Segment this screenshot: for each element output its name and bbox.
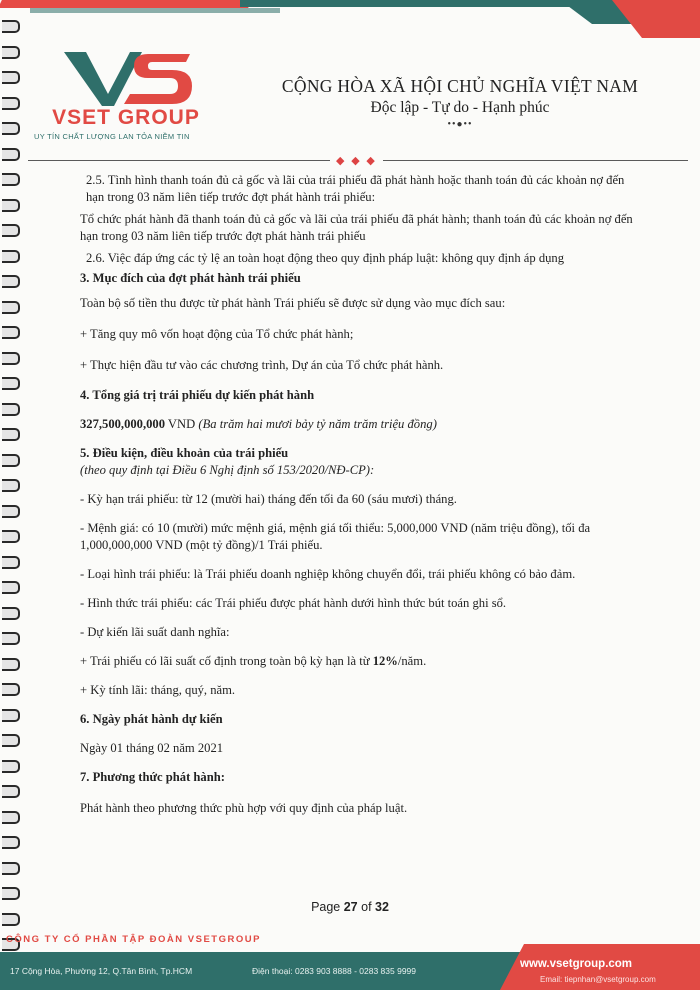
spiral-ring — [2, 760, 20, 773]
spiral-ring — [2, 709, 20, 722]
company-logo — [26, 48, 226, 148]
spiral-ring — [2, 913, 20, 926]
spiral-ring — [2, 479, 20, 492]
spiral-ring — [2, 683, 20, 696]
spiral-ring — [2, 632, 20, 645]
bond-total-amount: 327,500,000,000 — [80, 417, 166, 431]
section-5-title: 5. Điều kiện, điều khoản của trái phiếu — [80, 446, 289, 460]
bond-currency: VND — [165, 417, 199, 431]
spiral-ring — [2, 250, 20, 263]
section-2-6: 2.6. Việc đáp ứng các tỷ lệ an toàn hoạt động theo quy định pháp luật: không quy định áp dụng — [86, 251, 565, 265]
section-3-title: 3. Mục đích của đợt phát hành trái phiếu — [80, 271, 301, 285]
spiral-ring — [2, 20, 20, 33]
footer-email: Email: tiepnhan@vsetgroup.com — [540, 975, 656, 984]
spiral-ring — [2, 428, 20, 441]
bond-rate-post: /năm. — [397, 654, 427, 668]
header-band-teal-thin — [30, 8, 280, 13]
bond-rate-value: 12% — [372, 654, 398, 668]
page-total: 32 — [375, 900, 389, 914]
spiral-binding — [0, 20, 22, 980]
spiral-ring — [2, 148, 20, 161]
section-6-title: 6. Ngày phát hành dự kiến — [80, 712, 223, 726]
spiral-ring — [2, 836, 20, 849]
spiral-ring — [2, 352, 20, 365]
section-2-5-text: Tổ chức phát hành đã thanh toán đủ cả gốc và lãi của trái phiếu đã phát hành; thanh toán đủ các khoản nợ đến hạn trong 03 năm liên tiếp trước đợt phát hành trái phiếu — [80, 212, 633, 243]
issue-method: Phát hành theo phương thức phù hợp với quy định của pháp luật. — [80, 801, 408, 815]
section-7-title: 7. Phương thức phát hành: — [80, 770, 225, 784]
vs-logo-icon — [64, 48, 194, 110]
bond-par-value: - Mệnh giá: có 10 (mười) mức mệnh giá, mệnh giá tối thiểu: 5,000,000 VND (năm triệu đồng), tối đa 1,000,000,000 VND (một tỷ đồng)/1 Trái phiếu. — [80, 521, 591, 552]
spiral-ring — [2, 734, 20, 747]
section-5-note: (theo quy định tại Điều 6 Nghị định số 153/2020/NĐ-CP): — [80, 463, 375, 477]
bond-amount-words: (Ba trăm hai mươi bảy tỷ năm trăm triệu đồng) — [198, 417, 437, 431]
spiral-ring — [2, 862, 20, 875]
footer-website-link[interactable]: www.vsetgroup.com — [520, 958, 633, 970]
national-header — [250, 76, 670, 130]
spiral-ring — [2, 46, 20, 59]
page-number — [0, 900, 700, 914]
spiral-ring — [2, 377, 20, 390]
spiral-ring — [2, 556, 20, 569]
spiral-ring — [2, 275, 20, 288]
spiral-ring — [2, 607, 20, 620]
spiral-ring — [2, 301, 20, 314]
bond-type: - Loại hình trái phiếu: là Trái phiếu doanh nghiệp không chuyển đổi, trái phiếu không có bảo đảm. — [80, 567, 576, 581]
section-4-amount-line — [80, 416, 640, 433]
spiral-ring — [2, 224, 20, 237]
spiral-ring — [2, 530, 20, 543]
page-current: 27 — [343, 900, 358, 914]
spiral-ring — [2, 785, 20, 798]
nation-title: CỘNG HÒA XÃ HỘI CHỦ NGHĨA VIỆT NAM — [281, 76, 639, 96]
logo-tagline: UY TÍN CHẤT LƯỢNG LAN TỎA NIỀM TIN — [34, 132, 190, 141]
spiral-ring — [2, 199, 20, 212]
bond-term: - Kỳ hạn trái phiếu: từ 12 (mười hai) tháng đến tối đa 60 (sáu mươi) tháng. — [80, 492, 457, 506]
spiral-ring — [2, 811, 20, 824]
header-band-red — [0, 0, 252, 8]
bond-rate-pre: + Trái phiếu có lãi suất cố định trong toàn bộ kỳ hạn là từ — [80, 654, 373, 668]
section-3-intro: Toàn bộ số tiền thu được từ phát hành Trái phiếu sẽ được sử dụng vào mục đích sau: — [80, 296, 506, 310]
logo-name: VSET GROUP — [52, 106, 200, 129]
spiral-ring — [2, 505, 20, 518]
spiral-ring — [2, 122, 20, 135]
footer-phone: Điện thoại: 0283 903 8888 - 0283 835 9999 — [252, 966, 416, 976]
bond-form: - Hình thức trái phiếu: các Trái phiếu được phát hành dưới hình thức bút toán ghi sổ. — [80, 596, 507, 610]
motto-ornament: ••●•• — [447, 119, 473, 130]
section-4-title: 4. Tổng giá trị trái phiếu dự kiến phát hành — [80, 388, 315, 402]
spiral-ring — [2, 97, 20, 110]
spiral-ring — [2, 658, 20, 671]
nation-motto: Độc lập - Tự do - Hạnh phúc — [370, 99, 550, 116]
bond-rate-line — [80, 653, 640, 670]
page-mid: of — [357, 900, 376, 914]
spiral-ring — [2, 887, 20, 900]
spiral-ring — [2, 173, 20, 186]
section-3-item-2: + Thực hiện đầu tư vào các chương trình, Dự án của Tổ chức phát hành. — [80, 358, 444, 372]
spiral-ring — [2, 71, 20, 84]
document-body — [80, 172, 640, 817]
spiral-ring — [2, 581, 20, 594]
spiral-ring — [2, 326, 20, 339]
spiral-ring — [2, 454, 20, 467]
divider-ornament: ◆ ◆ ◆ — [330, 154, 383, 167]
spiral-ring — [2, 403, 20, 416]
footer-address: 17 Cộng Hòa, Phường 12, Q.Tân Bình, Tp.HCM — [10, 966, 193, 976]
footer-company-name: CÔNG TY CỔ PHẦN TẬP ĐOÀN VSETGROUP — [6, 934, 261, 945]
section-3-item-1: + Tăng quy mô vốn hoạt động của Tổ chức phát hành; — [80, 327, 354, 341]
issue-date: Ngày 01 tháng 02 năm 2021 — [80, 741, 224, 755]
bond-interest-period: + Kỳ tính lãi: tháng, quý, năm. — [80, 683, 236, 697]
section-2-5-title: 2.5. Tình hình thanh toán đủ cả gốc và lãi của trái phiếu đã phát hành hoặc thanh toán đủ các khoản nợ đến hạn trong 03 năm liên tiếp trước đợt phát hành trái phiếu: — [86, 173, 625, 204]
page-prefix: Page — [311, 900, 344, 914]
bond-rate-title: - Dự kiến lãi suất danh nghĩa: — [80, 625, 230, 639]
